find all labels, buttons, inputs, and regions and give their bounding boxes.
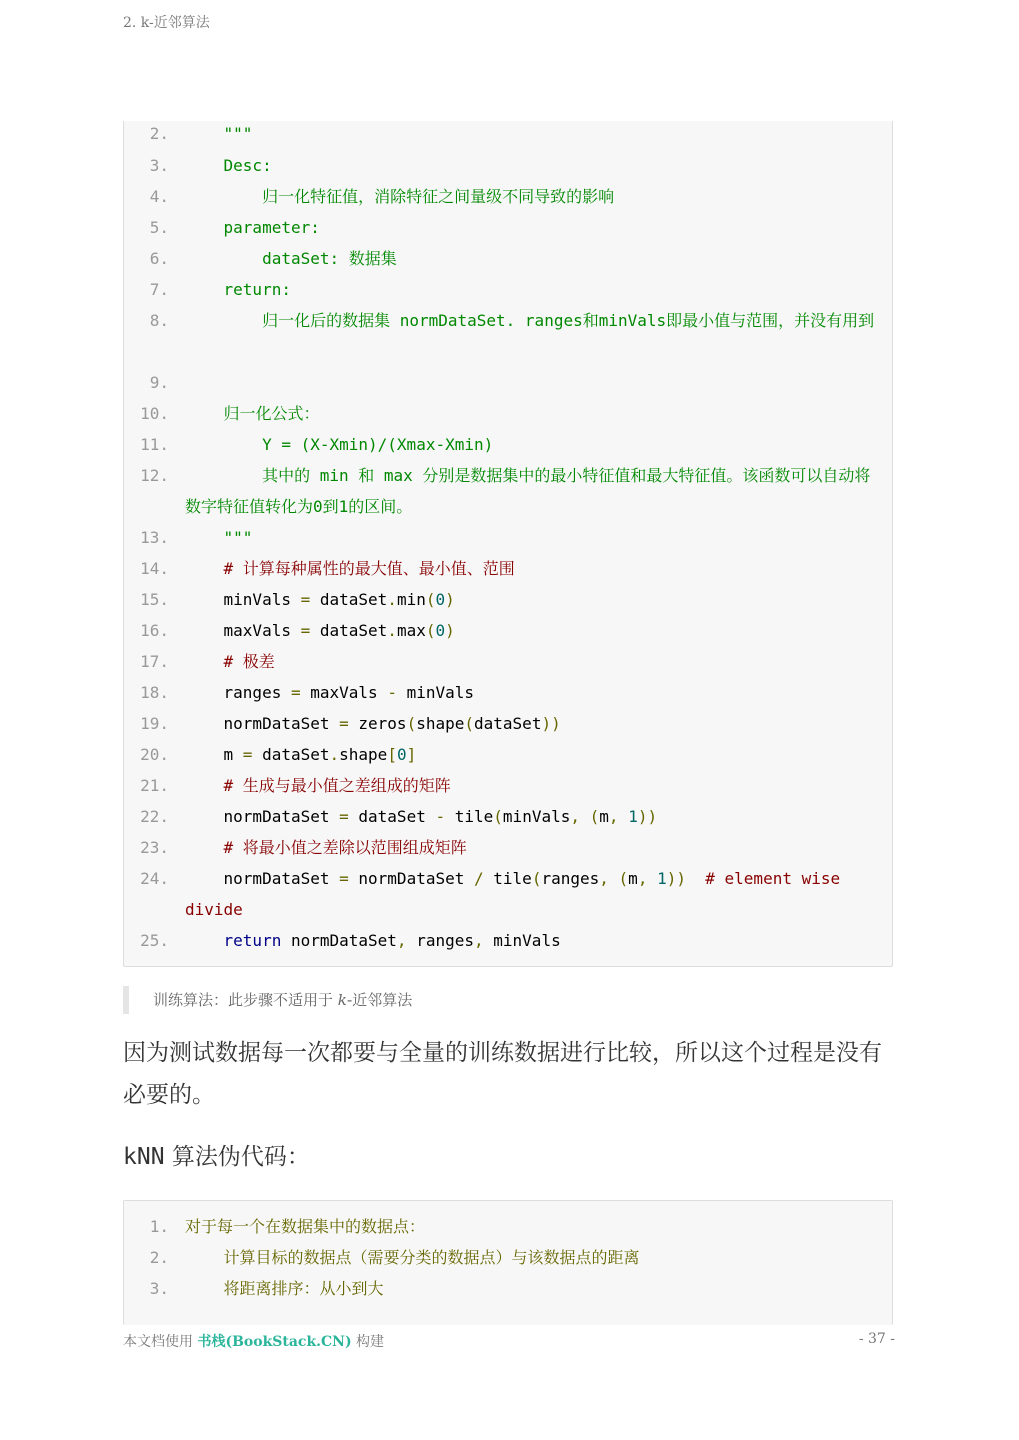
line-number: 17. [140,652,169,671]
line-number: 22. [140,807,169,826]
line-number: 10. [140,404,169,423]
code-token: zeros [348,714,407,733]
code-token: ( [493,807,503,826]
code-token: ( [464,714,475,733]
code-token: dataSet [252,745,330,764]
line-code [185,553,876,584]
code-token: ( [618,869,629,888]
line-code [185,212,876,243]
line-number: 15. [140,590,169,609]
code-token: . [387,621,397,640]
code-token: # 将最小值之差除以范围组成矩阵 [223,838,467,857]
code-token: = [300,621,311,640]
code-token: normDataSet [185,807,340,826]
line-number: 20. [140,745,169,764]
footer-credit [123,1331,384,1351]
code-token: ranges [541,869,600,888]
code-token: 1 [628,807,638,826]
code-token: 1 [657,869,667,888]
quote-text-before: 训练算法：此步骤不适用于 [153,991,338,1009]
code-token [647,869,657,888]
quote-k-italic: k [337,991,347,1009]
line-code [185,832,876,863]
code-token: 计算目标的数据点（需要分类的数据点）与该数据点的距离 [185,1248,640,1267]
code-token: # 极差 [223,652,275,671]
code-token: ) [445,621,455,640]
line-number: 18. [140,683,169,702]
code-token: )) [637,807,658,826]
code-token: , [608,807,619,826]
line-code [185,429,876,460]
code-token: normDataSet [281,931,397,950]
code-token: min [396,590,426,609]
line-code [185,150,876,181]
code-token: ( [589,807,600,826]
code-token: 将距离排序：从小到大 [185,1279,384,1298]
line-code [185,398,876,429]
blockquote-training [123,986,893,1014]
code-token: m [628,869,638,888]
quote-text-after: -近邻算法 [346,991,413,1009]
line-number: 24. [140,869,169,888]
code-token: return [223,931,282,950]
code-token: return: [185,280,291,299]
line-number: 25. [140,931,169,950]
code-token: . [329,745,340,764]
heading-rest: 算法伪代码： [164,1144,310,1170]
code-token: 对于每一个在数据集中的数据点： [185,1217,426,1236]
line-number: 14. [140,559,169,578]
code-block-pseudocode [123,1200,893,1325]
code-token: parameter: [185,218,320,237]
code-token: tile [445,807,494,826]
code-token: . [387,590,397,609]
code-token [185,559,224,578]
code-token: dataSet [348,807,436,826]
line-number: 9. [149,373,169,392]
line-number: 3. [149,1279,169,1298]
code-token: 其中的 min 和 max 分别是数据集中的最小特征值和最大特征值。该函数可以自动将数字特征值转化为0到1的区间。 [185,466,871,516]
code-token [185,776,224,795]
code-token [619,807,629,826]
code-token: , [396,931,407,950]
line-number: 11. [140,435,169,454]
line-number: 6. [149,249,169,268]
code-token: ranges [406,931,474,950]
code-token: , [474,931,484,950]
code-token: minVals [396,683,475,702]
line-code [185,181,876,212]
code-token: 0 [435,621,446,640]
footer-suffix: 构建 [351,1334,385,1350]
code-token [580,807,590,826]
line-code [185,1242,876,1273]
line-code [185,708,876,739]
code-token: minVals [483,931,561,950]
line-code [185,863,876,925]
code-token: 归一化特征值，消除特征之间量级不同导致的影响 [185,187,615,206]
line-number: 7. [149,280,169,299]
code-token: )) [666,869,686,888]
line-code [185,801,876,832]
code-token: = [339,869,349,888]
line-code [185,1211,876,1242]
code-token: = [339,714,349,733]
code-token: - [387,683,397,702]
code-token: tile [483,869,532,888]
code-token: 0 [396,745,407,764]
code-token: shape [339,745,388,764]
code-token: normDataSet [185,869,340,888]
footer-prefix: 本文档使用 [123,1334,198,1350]
line-code [185,1273,876,1304]
footer-brand-link[interactable]: 书栈(BookStack.CN) [197,1334,352,1350]
code-token: dataSet [310,621,388,640]
code-token [609,869,619,888]
code-token: """ [185,528,253,547]
code-token: = [242,745,253,764]
code-token [686,869,705,888]
code-token: , [637,869,648,888]
line-number: 19. [140,714,169,733]
section-heading-pseudocode [123,1138,310,1171]
code-token: maxVals [185,621,301,640]
code-token: 归一化后的数据集 normDataSet. ranges和minVals即最小值与范围，并没有用到 [185,311,875,330]
code-token: # element wise divide [185,869,850,919]
heading-knn: kNN [123,1144,165,1170]
code-token: shape [416,714,465,733]
page-number: - 37 - [858,1331,895,1347]
line-number: 2. [149,124,169,143]
line-number: 8. [149,311,169,330]
line-number: 21. [140,776,169,795]
line-number: 16. [140,621,169,640]
line-number: 1. [149,1217,169,1236]
code-token: ranges [185,683,291,702]
code-token: m [185,745,243,764]
line-code [185,615,876,646]
code-token: m [599,807,609,826]
line-code [185,118,876,149]
code-token [185,931,224,950]
code-token: = [290,683,301,702]
code-token [185,652,224,671]
line-code [185,274,876,305]
code-token [185,838,224,857]
line-number: 2. [149,1248,169,1267]
line-code [185,460,876,522]
code-token: minVals [502,807,571,826]
code-token: # 生成与最小值之差组成的矩阵 [223,776,451,795]
code-token: = [300,590,311,609]
line-code [185,584,876,615]
line-code [185,522,876,553]
line-number: 13. [140,528,169,547]
code-token: 0 [435,590,446,609]
line-code [185,925,876,956]
line-code [185,646,876,677]
code-token: , [570,807,580,826]
line-code [185,677,876,708]
line-code [185,243,876,274]
code-token: / [474,869,484,888]
chapter-title: 2. k-近邻算法 [123,15,210,31]
line-code [185,770,876,801]
code-token: minVals [185,590,301,609]
line-number: 4. [149,187,169,206]
code-token: dataSet: 数据集 [185,249,397,268]
line-code [185,305,876,336]
line-number: 23. [140,838,169,857]
code-token: , [599,869,609,888]
code-token: 归一化公式： [185,404,320,423]
code-token: dataSet [474,714,542,733]
code-token: maxVals [300,683,388,702]
code-token: ( [425,590,436,609]
line-code [185,739,876,770]
code-block-normalize [123,121,893,967]
code-token: normDataSet [348,869,474,888]
code-token: Y = (X-Xmin)/(Xmax-Xmin) [185,435,494,454]
paragraph-explanation: 因为测试数据每一次都要与全量的训练数据进行比较，所以这个过程是没有必要的。 [123,1040,882,1108]
code-token: = [339,807,349,826]
code-token: ( [406,714,417,733]
code-token: """ [185,124,253,143]
code-token: max [396,621,426,640]
code-token: ) [445,590,455,609]
code-token: # 计算每种属性的最大值、最小值、范围 [223,559,515,578]
code-token: dataSet [310,590,388,609]
code-token: ( [425,621,436,640]
code-token: )) [541,714,561,733]
line-number: 12. [140,466,169,485]
code-token: - [435,807,446,826]
code-token: [ [387,745,397,764]
code-token: normDataSet [185,714,340,733]
line-number: 3. [149,156,169,175]
line-number: 5. [149,218,169,237]
code-token: ] [406,745,417,764]
code-token: Desc: [185,156,272,175]
code-token: ( [531,869,542,888]
